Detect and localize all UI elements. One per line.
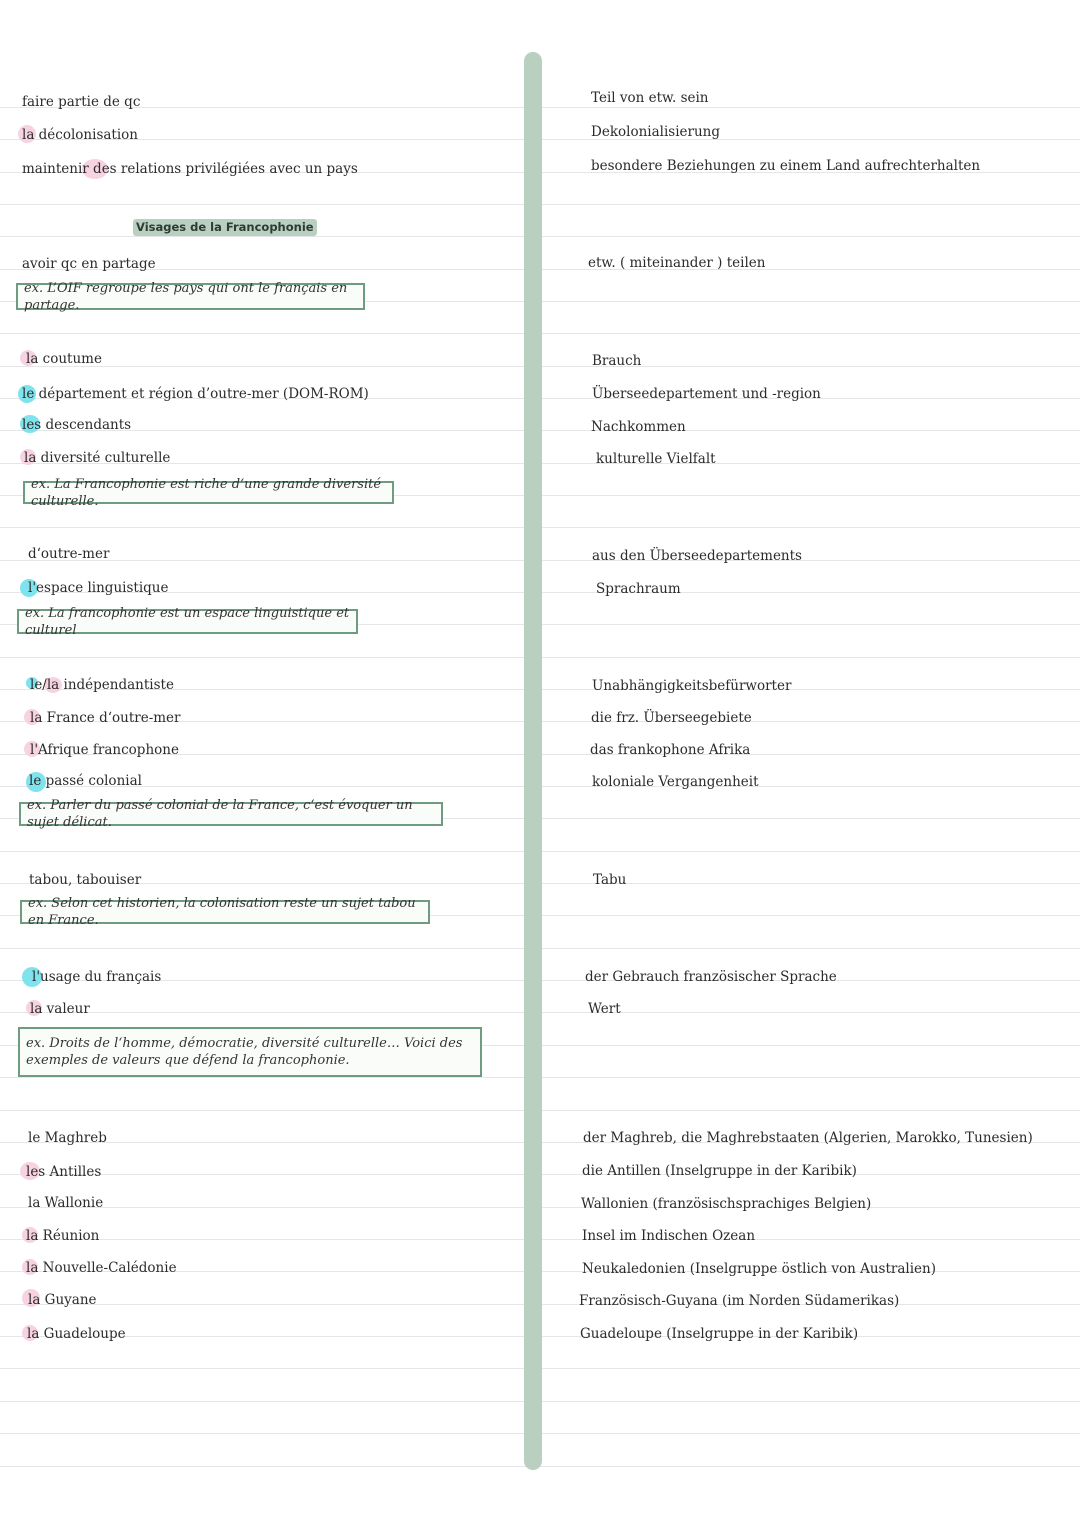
term-text: indépendantiste	[59, 677, 174, 693]
article: le	[29, 773, 42, 789]
article: la	[27, 1326, 40, 1342]
german-translation: etw. ( miteinander ) teilen	[588, 255, 766, 271]
german-translation: Wallonien (französischsprachiges Belgien)	[581, 1196, 872, 1212]
term-text: France d‘outre-mer	[42, 710, 181, 726]
column-divider	[524, 52, 542, 1470]
german-translation: Brauch	[592, 353, 642, 369]
article: la	[30, 1001, 43, 1017]
article: l'	[28, 580, 37, 596]
german-translation: Teil von etw. sein	[591, 90, 709, 106]
term-text: Nouvelle-Calédonie	[38, 1260, 177, 1276]
article: les	[22, 417, 42, 433]
term-text: maintenir	[22, 161, 94, 177]
term-text: espace linguistique	[36, 580, 169, 596]
french-term	[30, 741, 179, 759]
french-term	[28, 1194, 103, 1212]
german-translation: Dekolonialisierung	[591, 124, 720, 140]
article: la	[26, 1228, 39, 1244]
german-translation: Unabhängigkeitsbefürworter	[592, 678, 792, 694]
german-translation: Wert	[588, 1001, 621, 1017]
term-text: coutume	[38, 351, 102, 367]
german-translation: Insel im Indischen Ozean	[582, 1228, 756, 1244]
german-translation: das frankophone Afrika	[590, 742, 751, 758]
article: les	[26, 1164, 46, 1180]
german-translation: Guadeloupe (Inselgruppe in der Karibik)	[580, 1326, 859, 1342]
german-translation: Französisch-Guyana (im Norden Südamerikas)	[579, 1293, 900, 1309]
term-text: décolonisation	[34, 127, 138, 143]
french-term	[29, 772, 142, 790]
french-term	[27, 1325, 126, 1343]
example-text: ex. La Francophonie est riche d‘une grande diversité culturelle.	[31, 476, 382, 509]
french-term: le Maghreb	[28, 1130, 107, 1146]
example-box	[17, 605, 358, 638]
term-text: département et région d’outre-mer (DOM-ROM)	[34, 386, 369, 402]
article: la	[22, 127, 35, 143]
term-text: Guadeloupe	[39, 1326, 126, 1342]
french-term: avoir qc en partage	[22, 256, 156, 272]
german-translation: kulturelle Vielfalt	[596, 451, 716, 467]
example-box	[19, 798, 443, 830]
french-term	[28, 1291, 97, 1309]
french-term	[22, 385, 369, 403]
term-text: descendants	[41, 417, 132, 433]
french-term	[32, 968, 161, 986]
french-term	[26, 350, 102, 368]
french-term	[22, 126, 138, 144]
french-term	[26, 1227, 99, 1245]
term-text: relations privilégiées avec un pays	[116, 161, 358, 177]
german-translation: koloniale Vergangenheit	[592, 774, 759, 790]
term-text: Wallonie	[40, 1195, 104, 1211]
section-title: Visages de la Francophonie	[133, 219, 317, 236]
german-translation: Überseedepartement und -region	[592, 386, 821, 402]
example-text: ex. Parler du passé colonial de la France, c‘est évoquer un sujet délicat.	[27, 798, 413, 830]
example-text: ex. La francophonie est un espace linguistique et culturel	[25, 605, 350, 638]
example-text: ex. L’OIF regroupe les pays qui ont le français en partage.	[24, 280, 348, 313]
term-text: Antilles	[45, 1164, 102, 1180]
french-term	[22, 416, 131, 434]
term-text: Guyane	[40, 1292, 97, 1308]
term-text: valeur	[42, 1001, 90, 1017]
article: la	[26, 1260, 39, 1276]
term-text: diversité culturelle	[36, 450, 171, 466]
example-box	[16, 280, 365, 313]
article: le	[22, 386, 35, 402]
term-text: Réunion	[38, 1228, 100, 1244]
article: l'	[30, 742, 39, 758]
term-text: Afrique francophone	[38, 742, 179, 758]
article: la	[28, 1292, 41, 1308]
german-translation: Tabu	[593, 872, 627, 888]
german-translation: die Antillen (Inselgruppe in der Karibik)	[582, 1163, 857, 1179]
term-text: usage du français	[40, 969, 162, 985]
german-translation: aus den Überseedepartements	[592, 548, 802, 564]
example-text: ex. Droits de l‘homme, démocratie, diversité culturelle… Voici des exemples de valeurs que défend la francophonie.	[26, 1036, 463, 1068]
french-term: faire partie de qc	[22, 94, 141, 110]
example-text: ex. Selon cet historien, la colonisation reste un sujet tabou en France.	[28, 896, 416, 928]
article: des	[93, 161, 117, 177]
term-text: passé colonial	[41, 773, 142, 789]
german-translation: Sprachraum	[596, 581, 681, 597]
article: le/la	[30, 677, 60, 693]
french-term	[28, 579, 168, 597]
french-term	[22, 160, 358, 178]
article: la	[28, 1195, 41, 1211]
article: la	[30, 710, 43, 726]
article: l'	[32, 969, 41, 985]
article: la	[24, 450, 37, 466]
example-box	[20, 896, 430, 928]
french-term	[24, 449, 170, 467]
french-term	[30, 676, 174, 694]
german-translation: Nachkommen	[591, 419, 686, 435]
french-term	[26, 1163, 101, 1181]
french-term	[26, 1259, 177, 1277]
french-term	[30, 709, 181, 727]
example-box	[23, 476, 394, 509]
article: la	[26, 351, 39, 367]
french-term: d‘outre-mer	[28, 546, 110, 562]
german-translation: der Gebrauch französischer Sprache	[585, 969, 837, 985]
german-translation: besondere Beziehungen zu einem Land aufrechterhalten	[591, 158, 981, 174]
example-box	[18, 1027, 482, 1077]
french-term: tabou, tabouiser	[29, 872, 142, 888]
german-translation: die frz. Überseegebiete	[591, 710, 752, 726]
german-translation: Neukaledonien (Inselgruppe östlich von Australien)	[582, 1261, 936, 1277]
german-translation: der Maghreb, die Maghrebstaaten (Algerien, Marokko, Tunesien)	[583, 1130, 1033, 1146]
french-term	[30, 1000, 90, 1018]
